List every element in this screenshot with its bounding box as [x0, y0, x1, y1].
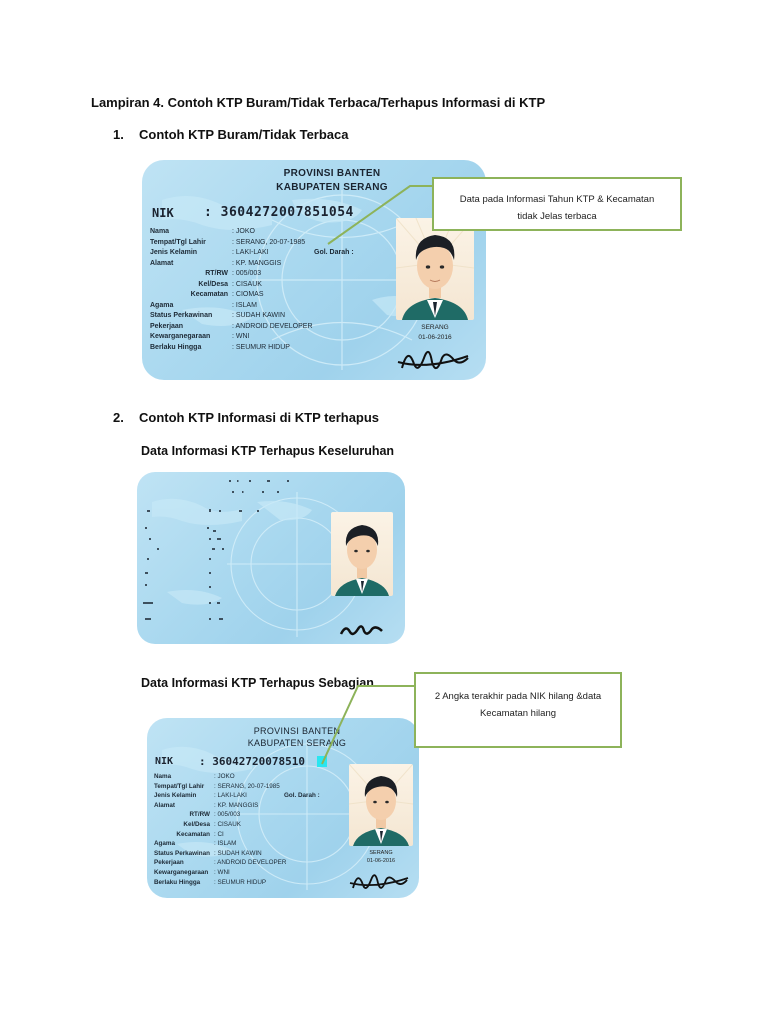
ktp-field-label: Kewarganegaraan — [150, 333, 211, 340]
ktp-field-row — [154, 820, 320, 830]
card3-photo — [349, 764, 413, 846]
ktp-field-value: : LAKI-LAKI — [214, 792, 247, 800]
ktp-field-value: : CI — [214, 830, 224, 838]
section-2-label: Contoh KTP Informasi di KTP terhapus — [139, 410, 380, 425]
card1-place: SERANG — [421, 324, 449, 331]
card3-nik-value: : 36042720078510 — [199, 755, 305, 768]
ktp-field-value: : SERANG, 20-07-1985 — [232, 238, 306, 246]
ktp-field-row — [150, 259, 354, 270]
ktp-field-row — [154, 772, 320, 782]
ktp-field-row — [150, 343, 354, 354]
callout-1-line2: tidak Jelas terbaca — [517, 211, 597, 222]
card3-place: SERANG — [369, 850, 393, 856]
ktp-field-row — [154, 868, 320, 878]
ktp-field-value: : JOKO — [232, 228, 255, 235]
callout-2-pointer — [318, 680, 418, 770]
ktp-field-label: Nama — [154, 773, 172, 780]
section-2-number: 2. — [113, 410, 124, 425]
ktp-field-value: : 005/003 — [232, 270, 262, 277]
ktp-field-row — [150, 269, 354, 280]
ktp-field-value: : 005/003 — [214, 811, 241, 819]
ktp-field-row — [154, 801, 320, 811]
ktp-card-fully-erased — [137, 472, 405, 644]
ktp-field-label: Jenis Kelamin — [154, 792, 197, 800]
ktp-field-label: Pekerjaan — [154, 859, 184, 867]
card3-regency: KABUPATEN SERANG — [247, 738, 347, 748]
ktp-field-extra: Gol. Darah : — [284, 792, 320, 800]
ktp-field-row — [150, 332, 354, 343]
ktp-field-label: Jenis Kelamin — [150, 249, 198, 256]
ktp-field-value: : SEUMUR HIDUP — [214, 878, 267, 886]
callout-1-pointer — [318, 178, 438, 248]
ktp-field-row — [154, 858, 320, 868]
card3-date: 01-06-2016 — [366, 858, 396, 864]
ktp-field-row — [154, 878, 320, 888]
ktp-field-value: : CISAUK — [232, 280, 262, 288]
ktp-field-label: Tempat/Tgl Lahir — [154, 782, 205, 790]
ktp-field-label: Tempat/Tgl Lahir — [150, 238, 206, 246]
ktp-field-row — [150, 311, 354, 322]
ktp-field-row — [154, 782, 320, 792]
ktp-field-label: Agama — [150, 301, 174, 309]
ktp-field-value: : SEUMUR HIDUP — [232, 343, 290, 351]
card1-nik-label: NIK — [152, 206, 174, 220]
card3-fields — [154, 772, 320, 887]
person-avatar-icon — [331, 512, 393, 596]
ktp-field-label: RT/RW — [189, 811, 210, 819]
card1-nik-value: : 3604272007851054 — [204, 205, 354, 220]
card1-date: 01-06-2016 — [418, 334, 452, 341]
ktp-field-row — [150, 248, 354, 259]
signature-icon — [337, 620, 387, 640]
ktp-field-value: : SERANG, 20-07-1985 — [214, 782, 280, 790]
callout-2 — [414, 672, 622, 748]
callout-1-line1: Data pada Informasi Tahun KTP & Kecamatan — [459, 194, 655, 205]
ktp-field-value: : SUDAH KAWIN — [214, 849, 262, 857]
ktp-field-row — [150, 290, 354, 301]
subsection-partially-erased: Data Informasi KTP Terhapus Sebagian — [141, 676, 374, 690]
ktp-field-value: : ANDROID DEVELOPER — [214, 859, 287, 867]
ktp-field-row — [150, 280, 354, 291]
ktp-field-extra: Gol. Darah : — [314, 249, 354, 256]
ktp-field-value: : WNI — [214, 868, 230, 876]
page-title: Lampiran 4. Contoh KTP Buram/Tidak Terbaca/Terhapus Informasi di KTP — [91, 95, 546, 110]
callout-2-line2: Kecamatan hilang — [479, 708, 557, 719]
ktp-field-label: Berlaku Hingga — [150, 343, 202, 351]
ktp-field-label: Nama — [150, 228, 170, 235]
ktp-field-value: : ANDROID DEVELOPER — [232, 322, 313, 330]
ktp-field-label: Alamat — [150, 259, 174, 267]
ktp-field-label: Pekerjaan — [150, 322, 184, 330]
ktp-field-label: Kel/Desa — [198, 280, 228, 288]
ktp-field-label: Status Perkawinan — [150, 312, 213, 319]
ktp-field-row — [154, 830, 320, 840]
signature-icon — [394, 340, 474, 376]
ktp-field-row — [154, 791, 320, 801]
ktp-field-value: : LAKI-LAKI — [232, 249, 269, 256]
signature-icon — [347, 866, 413, 894]
ktp-field-value: : WNI — [232, 333, 250, 340]
card2-photo — [331, 512, 393, 596]
section-1-label: Contoh KTP Buram/Tidak Terbaca — [139, 127, 349, 142]
card1-province: PROVINSI BANTEN — [283, 168, 381, 179]
ktp-field-row — [154, 839, 320, 849]
ktp-field-row — [154, 810, 320, 820]
ktp-field-label: Kecamatan — [190, 291, 228, 298]
ktp-field-label: Kecamatan — [176, 830, 210, 838]
person-avatar-icon — [349, 764, 413, 846]
ktp-field-value: : CISAUK — [214, 820, 241, 828]
ktp-field-value: : KP. MANGGIS — [214, 801, 259, 809]
callout-1 — [432, 177, 682, 231]
ktp-field-value: : KP. MANGGIS — [232, 259, 282, 267]
ktp-field-value: : JOKO — [214, 773, 235, 780]
ktp-field-label: Alamat — [154, 801, 175, 809]
ktp-field-value: : CIOMAS — [232, 291, 264, 298]
card3-nik-label: NIK — [155, 756, 174, 767]
ktp-field-value: : ISLAM — [214, 840, 237, 848]
card1-regency: KABUPATEN SERANG — [276, 182, 388, 193]
ktp-field-label: RT/RW — [205, 270, 228, 277]
callout-2-line1: 2 Angka terakhir pada NIK hilang &data — [434, 691, 602, 702]
ktp-field-value: : ISLAM — [232, 301, 257, 309]
ktp-field-value: : SUDAH KAWIN — [232, 312, 286, 319]
subsection-fully-erased: Data Informasi KTP Terhapus Keseluruhan — [141, 444, 395, 458]
ktp-field-row — [150, 301, 354, 312]
ktp-field-row — [154, 849, 320, 859]
ktp-field-label: Agama — [154, 840, 175, 848]
card3-province: PROVINSI BANTEN — [253, 726, 341, 736]
ktp-field-label: Status Perkawinan — [154, 849, 210, 857]
ktp-field-label: Berlaku Hingga — [154, 878, 201, 886]
ktp-field-label: Kewarganegaraan — [154, 868, 209, 876]
section-1-number: 1. — [113, 127, 124, 142]
ktp-field-row — [150, 322, 354, 333]
ktp-field-label: Kel/Desa — [183, 820, 210, 828]
